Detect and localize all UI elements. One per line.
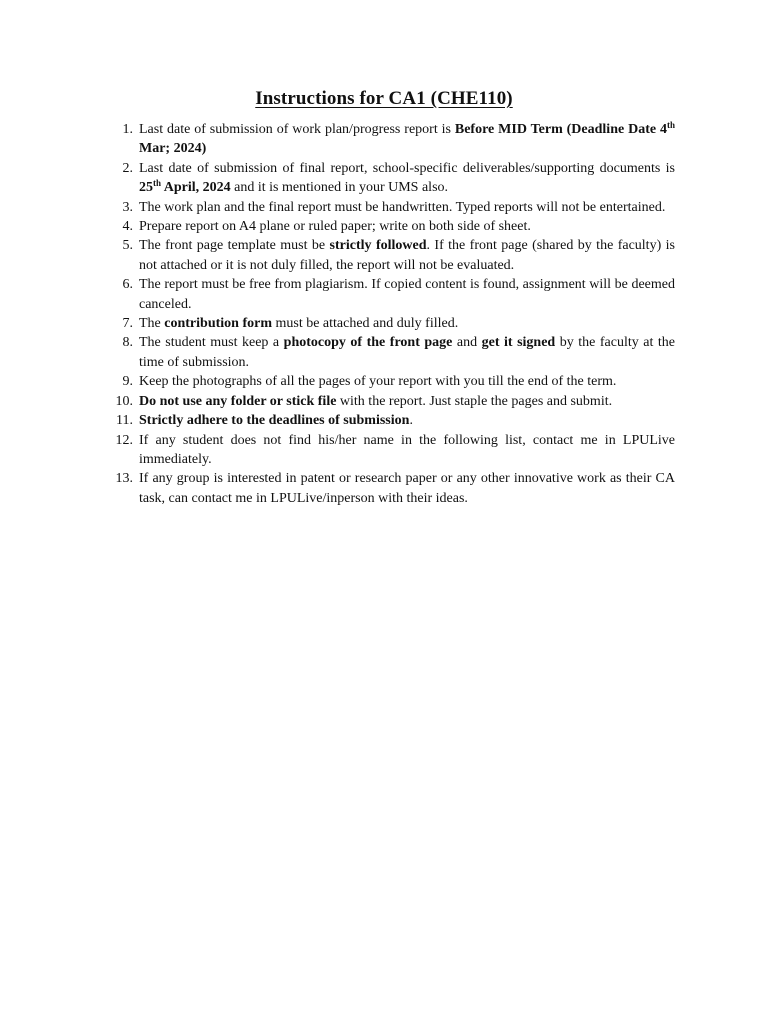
bold-text: strictly followed bbox=[329, 238, 427, 254]
instruction-item bbox=[122, 159, 675, 198]
bold-text: Mar; 2024) bbox=[139, 141, 207, 157]
bold-text: Strictly adhere to the deadlines of submission bbox=[139, 413, 410, 429]
instruction-text: . bbox=[409, 413, 413, 429]
instruction-item bbox=[122, 372, 675, 391]
instruction-number: 6. bbox=[122, 277, 133, 293]
instruction-text: The bbox=[139, 316, 165, 332]
instruction-item bbox=[122, 120, 675, 159]
instruction-item bbox=[116, 411, 675, 430]
instruction-text: with the report. Just staple the pages and submit. bbox=[336, 393, 613, 409]
bold-text: 25 bbox=[139, 180, 153, 196]
bold-text: photocopy of the front page bbox=[283, 335, 453, 351]
instruction-number: 12. bbox=[115, 432, 133, 448]
instruction-text: must be attached and duly filled. bbox=[271, 316, 459, 332]
document-title: Instructions for CA1 (CHE110) bbox=[255, 88, 513, 109]
instruction-item bbox=[122, 314, 675, 333]
instruction-text: and it is mentioned in your UMS also. bbox=[230, 180, 449, 196]
instruction-text: by the faculty at the time of submission. bbox=[139, 335, 675, 370]
instruction-text: and bbox=[452, 335, 482, 351]
instruction-text: Last date of submission of work plan/progress report is bbox=[139, 122, 455, 137]
ordinal-suffix: th bbox=[153, 178, 162, 189]
instruction-number: 11. bbox=[116, 413, 133, 429]
instruction-number: 1. bbox=[122, 122, 133, 137]
instruction-number: 9. bbox=[122, 374, 133, 390]
instruction-item bbox=[122, 275, 675, 314]
bold-text: get it signed bbox=[481, 335, 556, 351]
instruction-item bbox=[115, 469, 675, 508]
instruction-item bbox=[122, 333, 675, 372]
instruction-number: 7. bbox=[122, 316, 133, 332]
instruction-number: 8. bbox=[122, 335, 133, 351]
instruction-number: 13. bbox=[115, 471, 133, 487]
instruction-item bbox=[122, 236, 675, 275]
instruction-text: If any group is interested in patent or research paper or any other innovative work as their CA task, can contact me in LPULive/inperson with their ideas. bbox=[139, 471, 675, 506]
bold-text: Do not use any folder or stick file bbox=[139, 393, 337, 409]
instruction-text: The front page template must be bbox=[139, 238, 330, 254]
bold-text: April, 2024 bbox=[161, 180, 231, 196]
instruction-text: The report must be free from plagiarism. If copied content is found, assignment will be deemed canceled. bbox=[139, 277, 675, 312]
instruction-text: The work plan and the final report must be handwritten. Typed reports will not be entertained. bbox=[139, 199, 666, 215]
bold-text: contribution form bbox=[164, 316, 272, 332]
instruction-number: 4. bbox=[122, 219, 133, 235]
bold-text: Before MID Term (Deadline Date 4 bbox=[454, 122, 667, 137]
ordinal-suffix: th bbox=[666, 120, 675, 130]
instruction-item bbox=[122, 217, 675, 236]
instructions-list bbox=[115, 120, 675, 508]
instruction-text: The student must keep a bbox=[139, 335, 284, 351]
instruction-item bbox=[122, 198, 675, 217]
instruction-text: . If the front page (shared by the faculty) is not attached or it is not duly filled, the report will not be evaluated. bbox=[139, 238, 675, 273]
instruction-number: 5. bbox=[122, 238, 133, 254]
instruction-number: 3. bbox=[122, 199, 133, 215]
instruction-text: If any student does not find his/her name in the following list, contact me in LPULive immediately. bbox=[139, 432, 675, 467]
instruction-text: Last date of submission of final report, school-specific deliverables/supporting documents is bbox=[139, 160, 675, 176]
instruction-number: 2. bbox=[122, 160, 133, 176]
instruction-text: Prepare report on A4 plane or ruled paper; write on both side of sheet. bbox=[139, 219, 531, 235]
instruction-item bbox=[115, 392, 675, 411]
instruction-text: Keep the photographs of all the pages of your report with you till the end of the term. bbox=[139, 374, 617, 390]
instruction-item bbox=[115, 431, 675, 470]
instruction-number: 10. bbox=[115, 393, 133, 409]
